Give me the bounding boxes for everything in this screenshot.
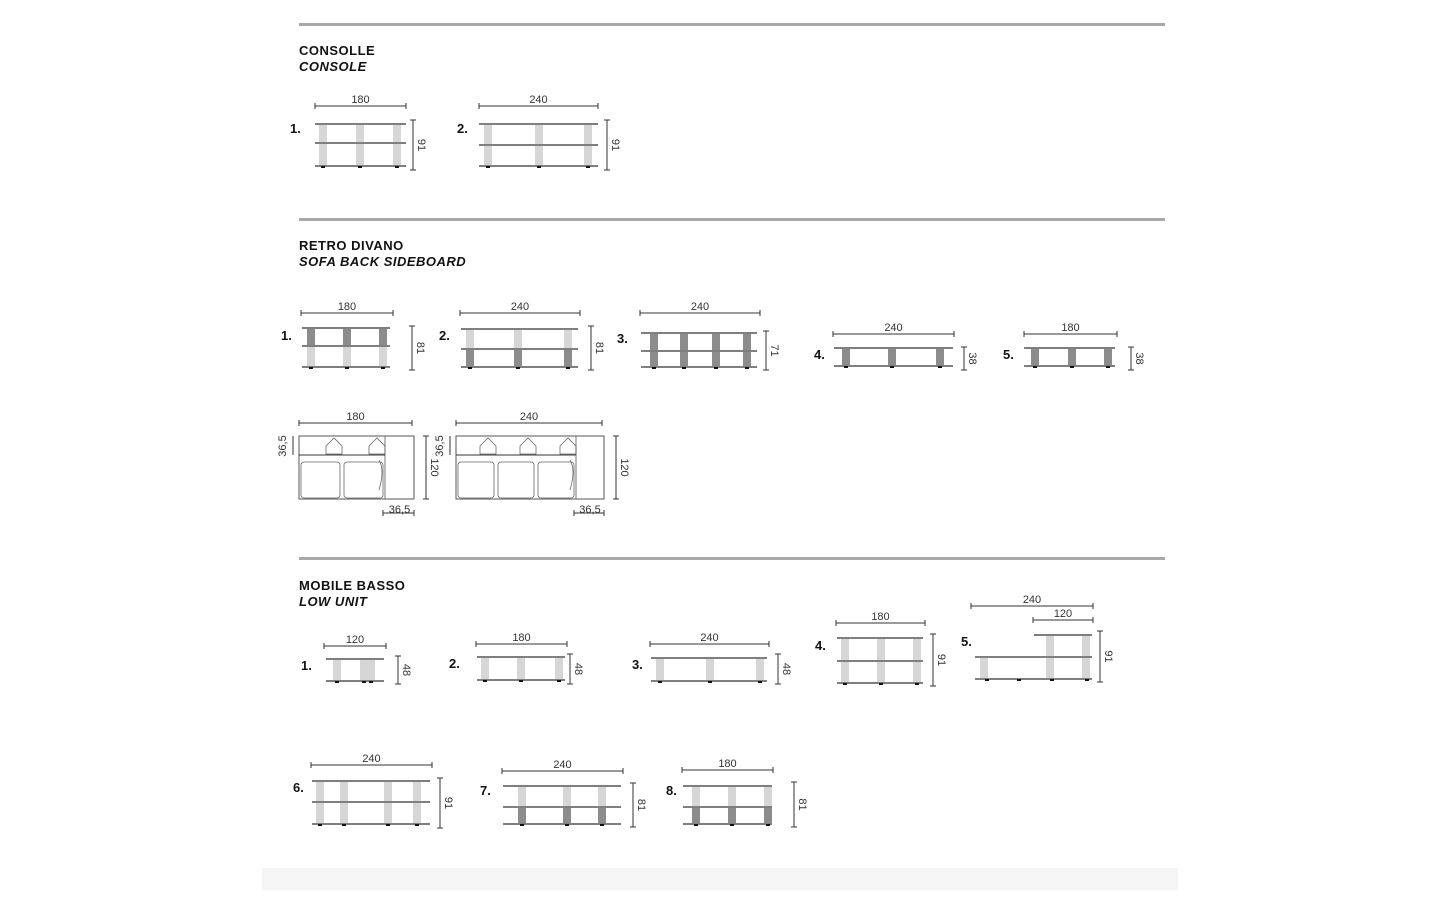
support-panel: [484, 125, 492, 144]
height-dimension-label: 81: [414, 341, 426, 355]
width-dimension-label: 180: [871, 611, 890, 623]
foot: [483, 680, 487, 682]
item-index: 1.: [281, 328, 292, 343]
foot: [309, 367, 313, 369]
support-panel: [535, 125, 543, 144]
support-panel: [1104, 349, 1112, 365]
foot: [565, 824, 569, 826]
support-panel: [466, 330, 474, 348]
foot: [468, 367, 472, 369]
support-panel: [692, 808, 700, 823]
support-panel: [650, 334, 658, 350]
width-dimension-label: 180: [337, 301, 357, 313]
foot: [1070, 366, 1074, 368]
support-panel: [877, 639, 885, 660]
support-panel: [316, 803, 324, 823]
item-index: 2.: [457, 121, 468, 136]
support-panel: [913, 662, 921, 682]
sofa-plan-outline: [299, 436, 414, 499]
foot: [362, 681, 366, 683]
width-dimension-label: 180: [512, 632, 531, 644]
foot: [566, 367, 570, 369]
foot: [915, 683, 919, 685]
height-dimension-label: 81: [635, 798, 647, 812]
height-dimension-label: 38: [1133, 352, 1145, 365]
depth-dimension-label: 36,5: [434, 435, 446, 457]
item-index: 5.: [1003, 347, 1014, 362]
support-panel: [563, 787, 571, 806]
sofa-plan-outline: [456, 436, 604, 499]
support-panel: [650, 352, 658, 366]
foot: [1050, 679, 1054, 681]
foot: [321, 166, 325, 168]
support-panel: [680, 352, 688, 366]
support-panel: [564, 330, 572, 348]
width-dimension-label: 240: [510, 301, 530, 313]
support-panel: [340, 782, 348, 801]
support-panel: [743, 352, 751, 366]
foot: [708, 681, 712, 683]
height-dimension-label: 120: [618, 458, 630, 477]
foot: [519, 680, 523, 682]
support-panel: [307, 329, 315, 345]
foot: [486, 166, 490, 168]
item-index: 4.: [814, 347, 825, 362]
width-dimension-label: 240: [529, 94, 548, 106]
width-dimension-label: 180: [351, 94, 370, 106]
support-panel: [1031, 349, 1039, 365]
foot: [1017, 679, 1021, 681]
seat-cushion: [301, 462, 340, 498]
item-index: 3.: [617, 331, 628, 346]
support-panel: [584, 146, 592, 165]
foot: [1085, 679, 1089, 681]
foot: [879, 683, 883, 685]
foot: [890, 366, 894, 368]
foot: [537, 166, 541, 168]
height-dimension-label: 48: [780, 662, 792, 676]
item-index: 2.: [439, 328, 450, 343]
support-panel: [584, 125, 592, 144]
height-dimension-label: 38: [966, 352, 978, 365]
section-subtitle-sofa-back: SOFA BACK SIDEBOARD: [299, 254, 467, 269]
item-index: 5.: [961, 634, 972, 649]
height-dimension-label: 81: [796, 798, 808, 811]
width-dimension-label: 180: [1061, 322, 1080, 334]
support-panel: [936, 349, 944, 365]
section-title-mobile-basso: MOBILE BASSO: [299, 578, 406, 593]
item-index: 1.: [301, 658, 312, 673]
foot: [369, 681, 373, 683]
support-panel: [466, 350, 474, 366]
support-panel: [680, 334, 688, 350]
foot: [730, 824, 734, 826]
item-index: 2.: [449, 656, 460, 671]
support-panel: [706, 659, 714, 680]
support-panel: [1082, 636, 1090, 656]
support-panel: [384, 782, 392, 801]
seat-cushion: [538, 462, 574, 498]
support-panel: [514, 350, 522, 366]
foot: [682, 367, 686, 369]
support-panel: [842, 349, 850, 365]
support-panel: [343, 329, 351, 345]
support-panel: [518, 808, 526, 823]
support-panel: [333, 660, 341, 680]
height-dimension-label: 71: [768, 344, 780, 357]
foot: [345, 367, 349, 369]
width-dimension-label: 240: [553, 759, 572, 771]
bottom-dimension-label: 36,5: [579, 504, 601, 516]
support-panel: [980, 658, 988, 678]
support-panel: [728, 787, 736, 806]
height-dimension-label: 81: [593, 341, 605, 355]
width-dimension-label: 240: [690, 301, 710, 313]
section-title-consolle: CONSOLLE: [299, 43, 376, 58]
item-index: 3.: [632, 657, 643, 672]
foot: [520, 824, 524, 826]
support-panel: [514, 330, 522, 348]
section-title-retro-divano: RETRO DIVANO: [299, 238, 404, 253]
foot: [415, 824, 419, 826]
height-dimension-label: 120: [428, 458, 440, 477]
height-dimension-label: 91: [935, 653, 947, 667]
side-table-plan: [576, 436, 604, 499]
foot: [766, 824, 770, 826]
support-panel: [1068, 349, 1076, 365]
foot: [335, 681, 339, 683]
support-panel: [841, 639, 849, 660]
seat-cushion: [498, 462, 534, 498]
width-dimension-label: 240: [519, 411, 539, 423]
support-panel: [764, 787, 772, 806]
support-panel: [743, 334, 751, 350]
foot: [557, 680, 561, 682]
armrest-curve: [570, 460, 573, 490]
width-dimension-label: 240: [884, 322, 903, 334]
width-dimension-label: 120: [1053, 608, 1073, 620]
width-dimension-label: 240: [700, 632, 719, 644]
foot: [1106, 366, 1110, 368]
foot: [694, 824, 698, 826]
support-panel: [756, 659, 764, 680]
support-panel: [481, 658, 489, 679]
foot: [600, 824, 604, 826]
support-panel: [913, 639, 921, 660]
support-panel: [413, 782, 421, 801]
width-dimension-label: 180: [346, 411, 365, 423]
armrest-curve: [379, 460, 382, 490]
support-panel: [656, 659, 664, 680]
support-panel: [712, 352, 720, 366]
foot: [358, 166, 362, 168]
support-panel: [367, 660, 375, 680]
support-panel: [555, 658, 563, 679]
support-panel: [1046, 636, 1054, 656]
support-panel: [564, 350, 572, 366]
support-panel: [356, 125, 364, 142]
foot: [658, 681, 662, 683]
height-dimension-label: 48: [400, 663, 412, 677]
foot: [1033, 366, 1037, 368]
width-dimension-label: 240: [1022, 594, 1042, 606]
foot: [758, 681, 762, 683]
support-panel: [888, 349, 896, 365]
back-cushion: [369, 438, 385, 454]
support-panel: [484, 146, 492, 165]
support-panel: [563, 808, 571, 823]
height-dimension-label: 48: [572, 662, 584, 676]
back-cushion: [480, 438, 496, 454]
depth-dimension-label: 36,5: [277, 435, 289, 457]
support-panel: [379, 329, 387, 345]
foot: [938, 366, 942, 368]
foot: [714, 367, 718, 369]
support-panel: [343, 347, 351, 366]
support-panel: [1082, 658, 1090, 678]
support-panel: [384, 803, 392, 823]
support-panel: [413, 803, 421, 823]
height-dimension-label: 91: [1102, 650, 1114, 663]
support-panel: [877, 662, 885, 682]
foot: [386, 824, 390, 826]
foot: [318, 824, 322, 826]
item-index: 8.: [666, 783, 677, 798]
back-cushion: [520, 438, 536, 454]
support-panel: [319, 125, 327, 142]
width-dimension-label: 180: [718, 758, 737, 770]
foot: [652, 367, 656, 369]
support-panel: [728, 808, 736, 823]
foot: [844, 366, 848, 368]
foot: [745, 367, 749, 369]
foot: [516, 367, 520, 369]
item-index: 7.: [480, 783, 491, 798]
support-panel: [356, 144, 364, 165]
back-cushion: [326, 438, 342, 454]
section-subtitle-console: CONSOLE: [299, 59, 367, 74]
support-panel: [598, 808, 606, 823]
support-panel: [764, 808, 772, 823]
support-panel: [518, 787, 526, 806]
width-dimension-label: 240: [362, 753, 381, 765]
support-panel: [393, 144, 401, 165]
support-panel: [712, 334, 720, 350]
foot: [586, 166, 590, 168]
item-index: 6.: [293, 780, 304, 795]
support-panel: [598, 787, 606, 806]
width-dimension-label: 120: [345, 634, 365, 646]
support-panel: [360, 660, 368, 680]
height-dimension-label: 91: [415, 138, 427, 152]
foot: [381, 367, 385, 369]
item-index: 1.: [290, 121, 301, 136]
support-panel: [1046, 658, 1054, 678]
support-panel: [379, 347, 387, 366]
support-panel: [692, 787, 700, 806]
bottom-dimension-label: 36,5: [388, 504, 411, 516]
back-cushion: [560, 438, 576, 454]
support-panel: [316, 782, 324, 801]
seat-cushion: [344, 462, 383, 498]
item-index: 4.: [815, 638, 826, 653]
support-panel: [535, 146, 543, 165]
foot: [395, 166, 399, 168]
foot: [985, 679, 989, 681]
section-subtitle-low-unit: LOW UNIT: [299, 594, 368, 609]
support-panel: [517, 658, 525, 679]
foot: [843, 683, 847, 685]
support-panel: [841, 662, 849, 682]
height-dimension-label: 91: [442, 796, 454, 810]
support-panel: [393, 125, 401, 142]
height-dimension-label: 91: [609, 138, 621, 152]
support-panel: [307, 347, 315, 366]
support-panel: [340, 803, 348, 823]
side-table-plan: [385, 436, 414, 499]
seat-cushion: [458, 462, 494, 498]
foot: [342, 824, 346, 826]
support-panel: [319, 144, 327, 165]
